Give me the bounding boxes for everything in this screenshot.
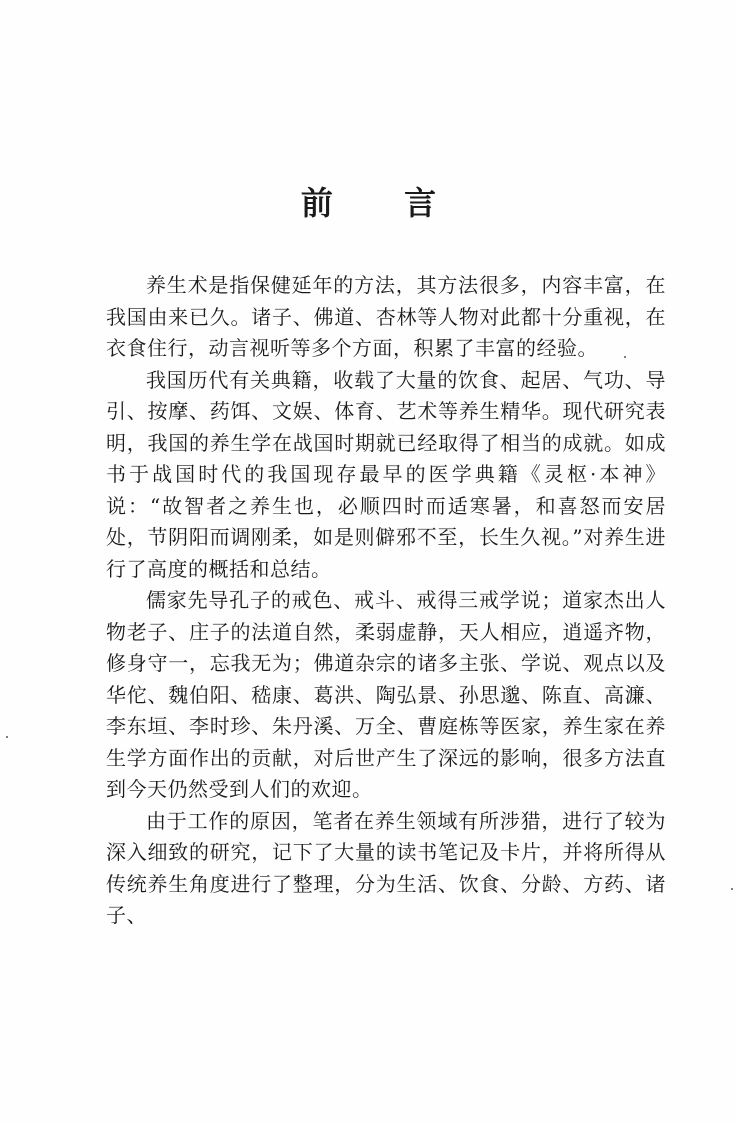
paragraph-4: 由于工作的原因，笔者在养生领域有所涉猎，进行了较为深入细致的研究，记下了大量的读书笔记及卡片，并将所得从传统养生角度进行了整理，分为生活、饮食、分龄、方药、诸子、 — [106, 808, 666, 927]
scan-speck — [6, 736, 8, 738]
scan-speck — [731, 888, 733, 890]
scan-speck — [624, 356, 626, 358]
page-title: 前 言 — [300, 184, 467, 222]
paragraph-2: 我国历代有关典籍，收载了大量的饮食、起居、气功、导引、按摩、药饵、文娱、体育、艺术等养生精华。现代研究表明，我国的养生学在战国时期就已经取得了相当的成就。如成书于战国时代的我国现存最早的医学典籍《灵枢·本神》说：“故智者之养生也，必顺四时而适寒暑，和喜怒而安居处，节阴阳而调刚柔，如是则僻邪不至，长生久视。”对养生进行了高度的概括和总结。 — [106, 367, 666, 581]
paragraph-3: 儒家先导孔子的戒色、戒斗、戒得三戒学说；道家杰出人物老子、庄子的法道自然，柔弱虚静，天人相应，逍遥齐物，修身守一，忘我无为；佛道杂宗的诸多主张、学说、观点以及华佗、魏伯阳、嵇康、葛洪、陶弘景、孙思邈、陈直、高濂、李东垣、李时珍、朱丹溪、万全、曹庭栋等医家，养生家在养生学方面作出的贡献，对后世产生了深远的影响，很多方法直到今天仍然受到人们的欢迎。 — [106, 588, 666, 801]
preface-body — [106, 270, 666, 932]
paragraph-1: 养生术是指保健延年的方法，其方法很多，内容丰富，在我国由来已久。诸子、佛道、杏林等人物对此都十分重视，在衣食住行，动言视听等多个方面，积累了丰富的经验。 — [106, 273, 666, 360]
